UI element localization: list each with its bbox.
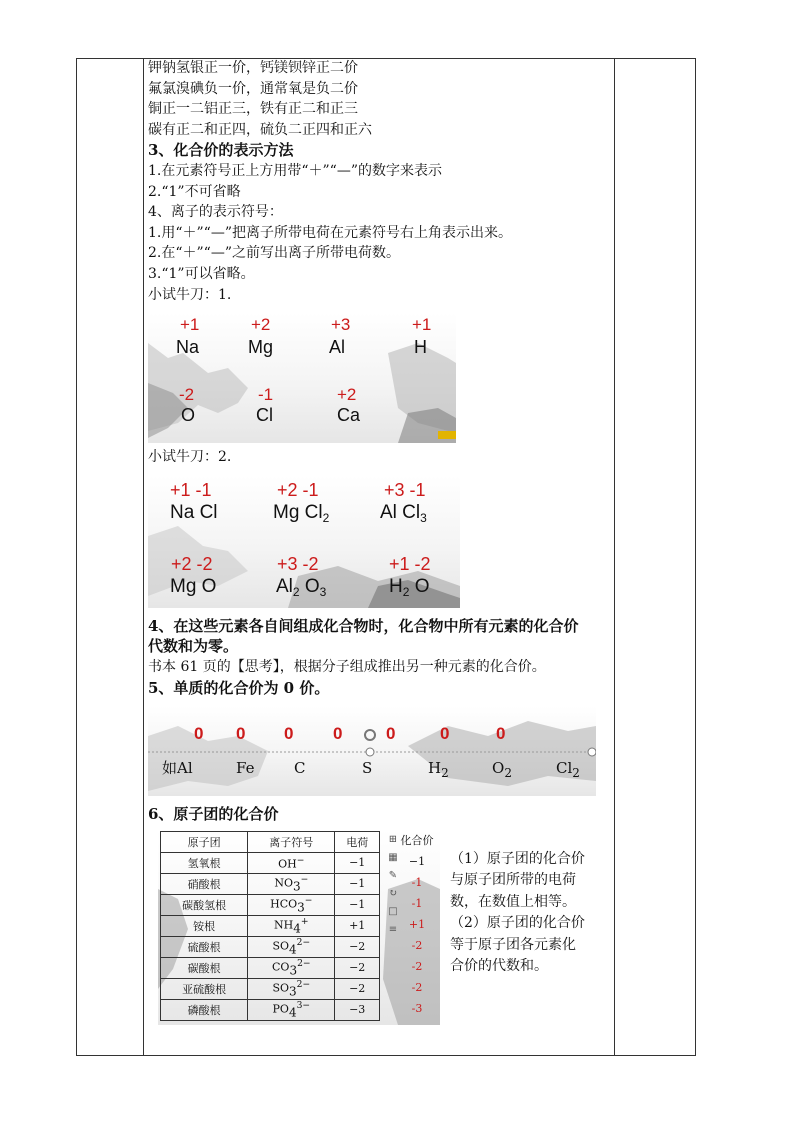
compound-formula: $Al_2$ $O_3$: [276, 575, 327, 599]
zero-valence: 0: [284, 724, 294, 744]
ion-charge: −1: [335, 852, 380, 873]
element-symbol: C: [294, 759, 306, 778]
try-1-label: 小试牛刀：1.: [148, 286, 232, 303]
radical-name: 碳酸氢根: [161, 894, 248, 915]
table-row: [161, 999, 380, 1020]
valence-pair: +2 -2: [171, 553, 213, 574]
ion-charge: −2: [335, 936, 380, 957]
valence-label: -1: [258, 385, 274, 405]
ion-symbol: $NO_3^-$: [248, 873, 335, 894]
radical-name: 硝酸根: [161, 873, 248, 894]
ion-symbol: $HCO_3^-$: [248, 894, 335, 915]
radical-name: 碳酸根: [161, 957, 248, 978]
ion-symbol: $CO_3^{2-}$: [248, 957, 335, 978]
compound-formula: Al $Cl_3$: [380, 501, 427, 525]
element-symbol: S: [362, 759, 373, 778]
toolbar-crop-icon[interactable]: □: [388, 905, 398, 917]
table-row: [161, 915, 380, 936]
zero-valence: 0: [333, 724, 343, 744]
rhyme-line: 碳有正二和正四，硫负二正四和正六: [148, 121, 372, 138]
zero-valence: 0: [236, 724, 246, 744]
note-line: （2）原子团的化合价: [450, 915, 585, 932]
toolbar-layout-icon[interactable]: ⊞: [388, 833, 398, 845]
table-row: [161, 894, 380, 915]
toolbar-style-icon[interactable]: ▦: [388, 851, 398, 863]
valence-pair: +1 -1: [170, 479, 212, 500]
ion-charge: −1: [335, 894, 380, 915]
note-line: 等于原子团各元素化: [450, 936, 576, 953]
element-symbol: Al: [329, 337, 346, 358]
compound-formula: $H_2$ O: [389, 575, 430, 599]
zero-valence: 0: [496, 724, 506, 744]
table-header: 离子符号: [248, 831, 335, 852]
rhyme-line: 氟氯溴碘负一价，通常氧是负二价: [148, 80, 358, 97]
ion-charge: +1: [335, 915, 380, 936]
valence-cell: -2: [411, 938, 423, 952]
valence-pair: +3 -2: [277, 553, 319, 574]
ion-symbol: $PO_4^{3-}$: [248, 999, 335, 1020]
element-symbol: Na: [176, 337, 200, 358]
content-column: [148, 58, 614, 1025]
ion-charge: −3: [335, 999, 380, 1020]
try-2-label: 小试牛刀：2.: [148, 449, 232, 466]
textbook-reference: 书本 61 页的【思考】，根据分子组成推出另一种元素的化合价。: [148, 658, 546, 675]
elemental-substance-slide: [148, 706, 596, 796]
toolbar-text-icon[interactable]: ≡: [388, 923, 398, 935]
radical-notes: [450, 849, 614, 978]
valence-pair: +2 -1: [277, 479, 319, 500]
rhyme-line: 钾钠氢银正一价，钙镁钡锌正二价: [148, 60, 358, 76]
element-symbol: O: [181, 405, 196, 426]
valence-label: +2: [251, 315, 271, 335]
zero-valence: 0: [386, 724, 396, 744]
element-symbol: Cl: [256, 405, 273, 426]
section-6-heading: 6、原子团的化合价: [148, 805, 279, 824]
rhyme-line: 铜正一二铝正三，铁有正二和正三: [148, 101, 358, 118]
toolbar-pen-icon[interactable]: ✎: [388, 869, 398, 881]
try-2-slide: [148, 476, 460, 608]
element-symbol: Mg: [248, 337, 274, 358]
radical-valence-table: [160, 831, 380, 1021]
ion-charge: −1: [335, 873, 380, 894]
element-symbol: 如Al: [162, 759, 193, 778]
valence-cell: -3: [411, 1001, 423, 1015]
valence-rhyme: [148, 58, 614, 140]
element-symbol: Ca: [337, 405, 361, 426]
ion-symbol: OH−: [248, 852, 335, 873]
table-header-row: [161, 831, 380, 852]
compound-formula: Mg $Cl_2$: [273, 501, 330, 525]
note-line: 合价的代数和。: [450, 958, 548, 975]
ion-section-line: 2.在“＋”“—”之前写出离子所带电荷数。: [148, 245, 400, 262]
ion-charge: −2: [335, 978, 380, 999]
radical-name: 亚硫酸根: [161, 978, 248, 999]
radical-name: 磷酸根: [161, 999, 248, 1020]
valence-column: [396, 831, 438, 1019]
zero-valence: 0: [194, 724, 204, 744]
table-header: 化合价: [400, 833, 434, 847]
radical-name: 氢氧根: [161, 852, 248, 873]
valence-pair: +1 -2: [389, 553, 431, 574]
radical-name: 硫酸根: [161, 936, 248, 957]
valence-cell: +1: [408, 917, 426, 931]
element-symbol: Fe: [236, 759, 255, 778]
element-symbol: $Cl_2$: [556, 759, 580, 781]
table-row: [161, 957, 380, 978]
ion-charge: −2: [335, 957, 380, 978]
note-line: （1）原子团的化合价: [450, 850, 585, 867]
table-row: [161, 936, 380, 957]
column-divider-left: [143, 59, 144, 1055]
table-row: [161, 978, 380, 999]
valence-label: +1: [412, 315, 432, 335]
compound-formula: Mg O: [170, 575, 217, 597]
valence-cell: -2: [411, 959, 423, 973]
table-row: [161, 852, 380, 873]
ion-section-heading: 4、离子的表示符号：: [148, 204, 283, 221]
radical-table-slide: [158, 829, 440, 1025]
section-3-heading: 3、化合价的表示方法: [148, 141, 294, 160]
ion-section-line: 3.“1”可以省略。: [148, 265, 255, 282]
valence-cell: -1: [411, 896, 423, 910]
column-divider-right: [614, 59, 615, 1055]
valence-cell: -2: [411, 980, 423, 994]
valence-label: +2: [337, 385, 357, 405]
ion-symbol: $SO_4^{2-}$: [248, 936, 335, 957]
note-line: 与原子团所带的电荷: [450, 872, 576, 889]
valence-label: +1: [180, 315, 200, 335]
radical-section: [148, 829, 614, 1025]
compound-formula: Na Cl: [170, 501, 218, 523]
ion-section-line: 1.用“＋”“—”把离子所带电荷在元素符号右上角表示出来。: [148, 224, 512, 241]
section-3-line: 1.在元素符号正上方用带“＋”“—”的数字来表示: [148, 162, 442, 179]
zero-sum-rule-line: 代数和为零。: [148, 637, 239, 656]
toolbar-rotate-icon[interactable]: ↻: [388, 887, 398, 899]
valence-label: -2: [179, 385, 195, 405]
radical-name: 铵根: [161, 915, 248, 936]
zero-sum-rule-line: 4、在这些元素各自间组成化合物时，化合物中所有元素的化合价: [148, 616, 579, 635]
table-header: 原子团: [161, 831, 248, 852]
valence-pair: +3 -1: [384, 479, 426, 500]
table-header: 电荷: [335, 831, 380, 852]
ion-symbol: $SO_3^{2-}$: [248, 978, 335, 999]
element-symbol: $H_2$: [428, 759, 449, 781]
valence-label: +3: [331, 315, 351, 335]
zero-valence: 0: [440, 724, 450, 744]
valence-cell: -1: [411, 875, 423, 889]
ink-landscape-image: [148, 706, 596, 796]
section-3-line: 2.“1”不可省略: [148, 183, 241, 200]
ion-symbol: $NH_4^+$: [248, 915, 335, 936]
valence-cell: −1: [408, 854, 426, 868]
try-1-slide: [148, 313, 456, 443]
element-symbol: H: [414, 337, 427, 358]
note-line: 数，在数值上相等。: [450, 893, 576, 910]
element-symbol: $O_2$: [492, 759, 512, 781]
section-5-heading: 5、单质的化合价为 0 价。: [148, 678, 330, 697]
table-row: [161, 873, 380, 894]
